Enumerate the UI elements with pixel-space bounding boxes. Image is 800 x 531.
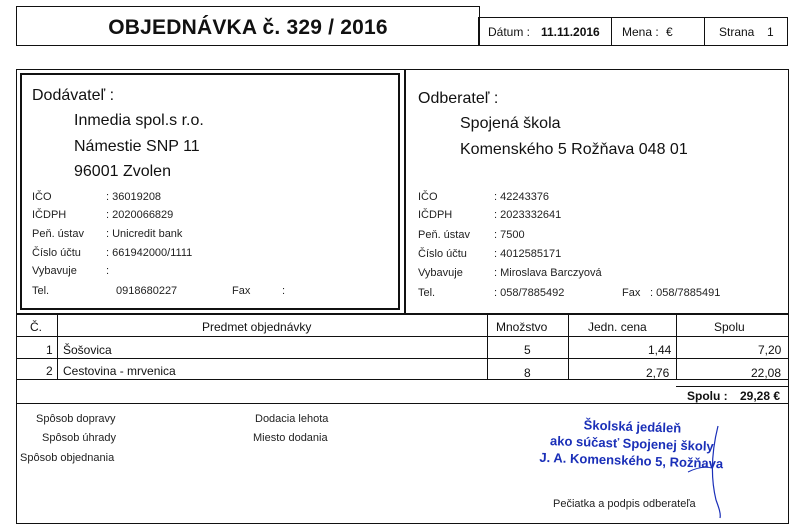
table-top-border: [16, 313, 789, 315]
cell-unit-price: 1,44: [648, 343, 672, 357]
customer-fax-value: : 058/7885491: [650, 287, 721, 299]
cell-item: Šošovica: [63, 343, 112, 357]
signature-label: Pečiatka a podpis odberateľa: [553, 498, 696, 510]
supplier-tel-value: 0918680227: [116, 285, 178, 297]
customer-tel-label: Tel.: [418, 287, 436, 299]
cell-qty: 8: [524, 366, 531, 380]
customer-field-value: : 7500: [494, 229, 525, 241]
stamp-line: ako súčasť Spojenej školy: [549, 433, 714, 454]
supplier-field-label: IČO: [32, 191, 52, 203]
party-divider: [404, 70, 406, 313]
col-header-total: Spolu: [714, 320, 745, 334]
supplier-box: [20, 73, 400, 310]
page-box: [704, 17, 788, 46]
customer-field-label: Číslo účtu: [418, 248, 467, 260]
supplier-field-value: : Unicredit bank: [106, 228, 183, 240]
supplier-city: 96001 Zvolen: [74, 163, 171, 180]
supplier-field-label: Vybavuje: [32, 265, 77, 277]
customer-field-label: Vybavuje: [418, 267, 463, 279]
supplier-fax-label: Fax: [232, 285, 251, 297]
customer-field-value: : 2023332641: [494, 209, 562, 221]
sum-label: Spolu :: [687, 389, 728, 403]
col-divider: [676, 315, 677, 379]
cell-unit-price: 2,76: [646, 366, 670, 380]
cell-no: 1: [46, 343, 53, 357]
col-header-unit-price: Jedn. cena: [588, 320, 647, 334]
customer-heading: Odberateľ :: [418, 90, 499, 107]
customer-address: Komenského 5 Rožňava 048 01: [460, 141, 688, 158]
customer-field-label: Peň. ústav: [418, 229, 470, 241]
table-header-border: [16, 336, 789, 337]
supplier-heading: Dodávateľ :: [32, 87, 115, 104]
customer-field-value: : Miroslava Barczyová: [494, 267, 602, 279]
order-title: OBJEDNÁVKA č. 329 / 2016: [108, 16, 388, 39]
supplier-fax-value: :: [282, 285, 286, 297]
sum-value: 29,28 €: [740, 389, 781, 403]
currency-value: €: [666, 25, 673, 39]
col-header-no: Č.: [30, 320, 42, 334]
col-divider: [568, 315, 569, 379]
supplier-tel-label: Tel.: [32, 285, 50, 297]
supplier-field-label: Číslo účtu: [32, 247, 81, 259]
order-title-box: [16, 6, 480, 46]
customer-field-label: IČO: [418, 191, 438, 203]
col-divider: [487, 315, 488, 379]
stamp-line: J. A. Komenského 5, Rožňava: [539, 449, 724, 472]
customer-tel-value: : 058/7885492: [494, 287, 565, 299]
supplier-field-value: : 661942000/1111: [106, 247, 193, 259]
customer-field-value: : 42243376: [494, 191, 550, 203]
cell-item: Cestovina - mrvenica: [63, 364, 176, 378]
stamp-line: Školská jedáleň: [583, 417, 682, 436]
cell-qty: 5: [524, 343, 531, 357]
supplier-field-label: Peň. ústav: [32, 228, 84, 240]
customer-field-label: IČDPH: [418, 209, 453, 221]
supplier-name: Inmedia spol.s r.o.: [74, 112, 204, 129]
row-divider: [16, 379, 789, 380]
delivery-time-label: Dodacia lehota: [255, 413, 329, 425]
page-number: 1: [767, 25, 774, 39]
date-box: [478, 17, 612, 46]
supplier-field-value: : 2020066829: [106, 209, 174, 221]
col-divider: [57, 315, 58, 379]
order-method-label: Spôsob objednania: [20, 452, 115, 464]
supplier-field-value: :: [106, 265, 110, 277]
customer-name: Spojená škola: [460, 115, 561, 132]
currency-box: [611, 17, 705, 46]
payment-label: Spôsob úhrady: [42, 432, 116, 444]
customer-field-value: : 4012585171: [494, 248, 562, 260]
col-header-qty: Množstvo: [496, 320, 548, 334]
cell-total: 7,20: [758, 343, 782, 357]
col-header-item: Predmet objednávky: [202, 320, 312, 334]
row-divider: [16, 358, 789, 359]
date-label: Dátum :: [488, 25, 531, 39]
sum-top-line: [676, 386, 789, 387]
transport-label: Spôsob dopravy: [36, 413, 116, 425]
supplier-street: Námestie SNP 11: [74, 138, 200, 155]
date-value: 11.11.2016: [541, 25, 600, 39]
supplier-field-value: : 36019208: [106, 191, 162, 203]
supplier-field-label: IČDPH: [32, 209, 67, 221]
currency-label: Mena :: [622, 25, 659, 39]
delivery-place-label: Miesto dodania: [253, 432, 328, 444]
row-divider: [16, 403, 789, 404]
customer-fax-label: Fax: [622, 287, 641, 299]
page-label: Strana: [719, 25, 755, 39]
cell-no: 2: [46, 364, 53, 378]
cell-total: 22,08: [751, 366, 782, 380]
